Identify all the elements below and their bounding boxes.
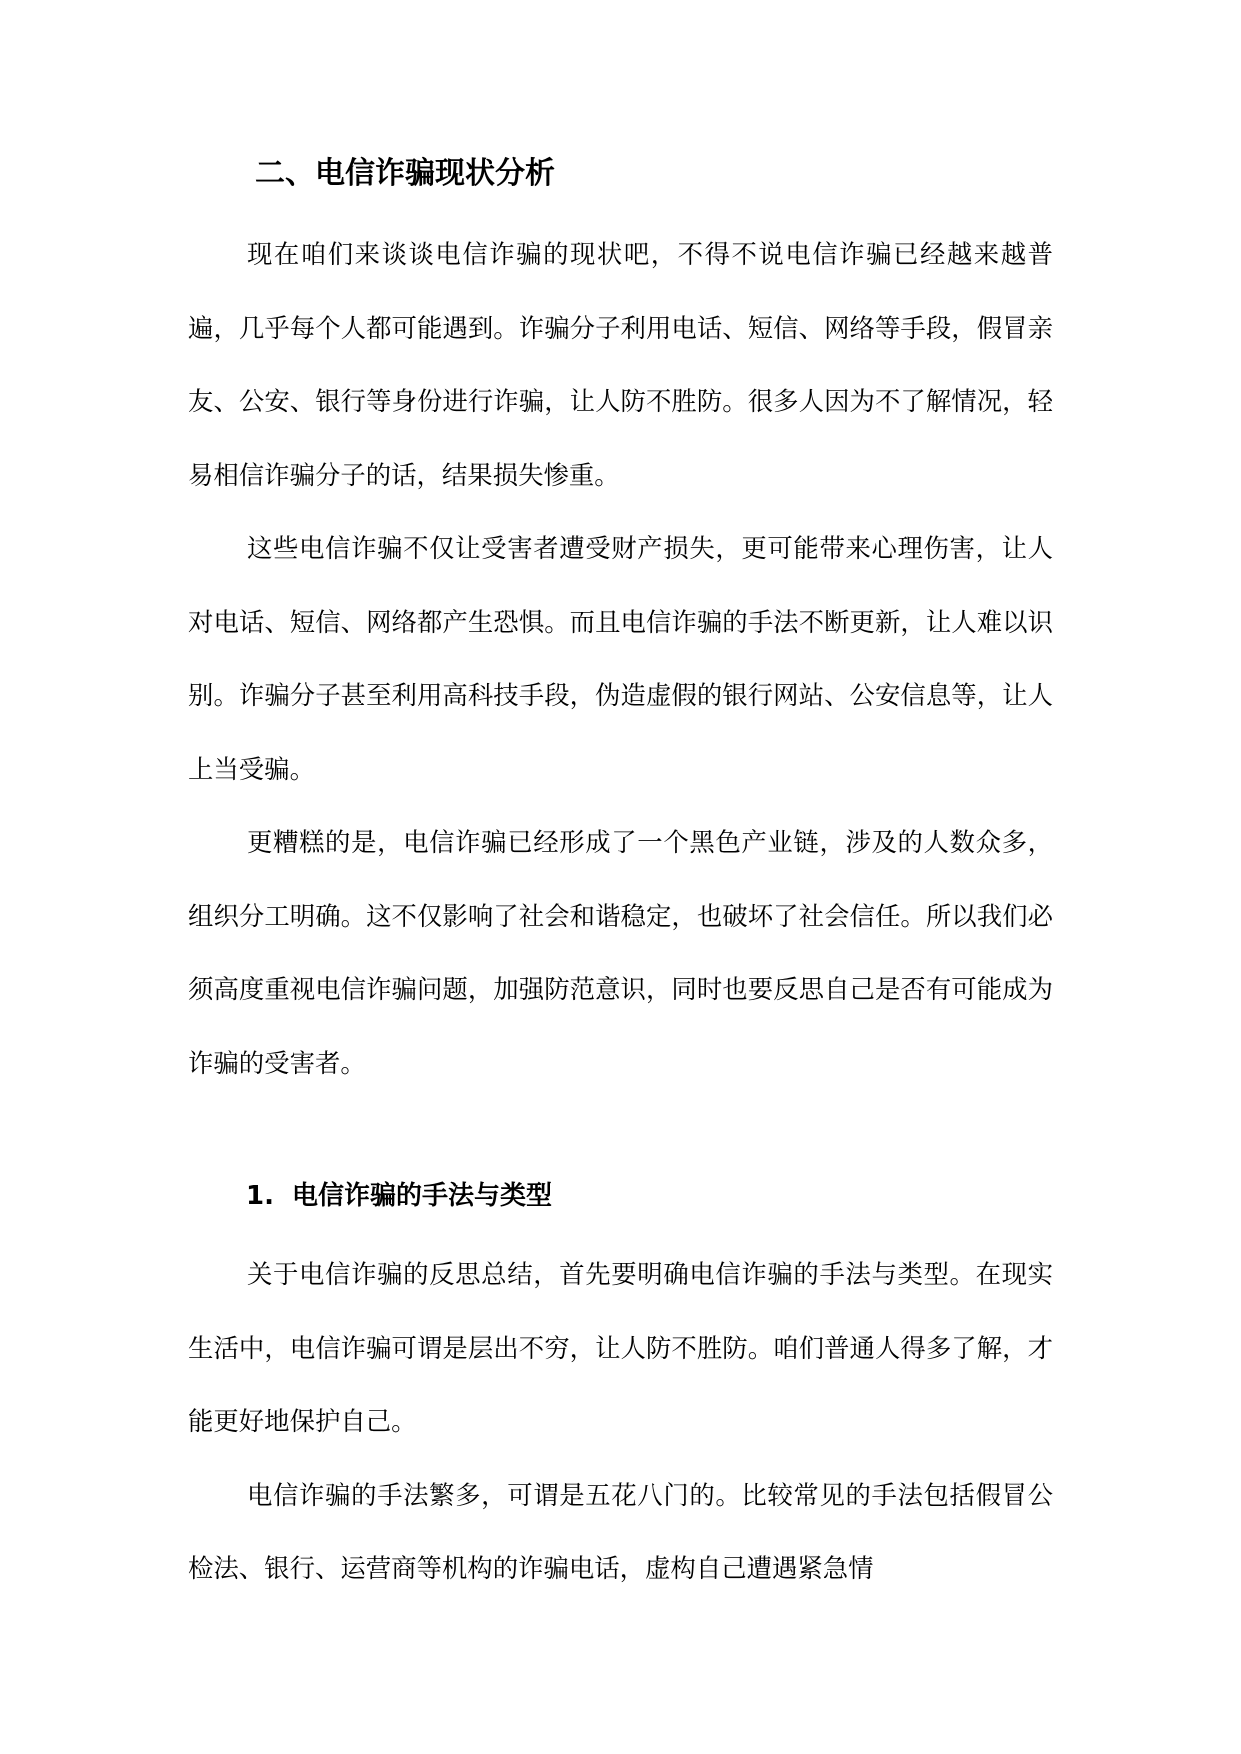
paragraph: 现在咱们来谈谈电信诈骗的现状吧，不得不说电信诈骗已经越来越普遍，几乎每个人都可能遇到。诈骗分子利用电话、短信、网络等手段，假冒亲友、公安、银行等身份进行诈骗，让人防不胜防。很多人因为不了解情况，轻易相信诈骗分子的话，结果损失惨重。 <box>188 239 1053 490</box>
paragraph: 关于电信诈骗的反思总结，首先要明确电信诈骗的手法与类型。在现实生活中，电信诈骗可谓是层出不穷，让人防不胜防。咱们普通人得多了解，才能更好地保护自己。 <box>188 1259 1053 1436</box>
paragraph: 电信诈骗的手法繁多，可谓是五花八门的。比较常见的手法包括假冒公检法、银行、运营商等机构的诈骗电话，虚构自己遭遇紧急情 <box>188 1479 1053 1583</box>
section-heading: 二、电信诈骗现状分析 <box>255 156 555 191</box>
subsection-number: 1. <box>246 1181 274 1211</box>
body-section-a <box>188 218 1053 1100</box>
paragraph: 这些电信诈骗不仅让受害者遭受财产损失，更可能带来心理伤害，让人对电话、短信、网络都产生恐惧。而且电信诈骗的手法不断更新，让人难以识别。诈骗分子甚至利用高科技手段，伪造虚假的银行网站、公安信息等，让人上当受骗。 <box>188 533 1053 784</box>
subsection-title: 电信诈骗的手法与类型 <box>292 1181 553 1211</box>
body-section-b <box>188 1238 1053 1606</box>
paragraph: 更糟糕的是，电信诈骗已经形成了一个黑色产业链，涉及的人数众多，组织分工明确。这不仅影响了社会和谐稳定，也破坏了社会信任。所以我们必须高度重视电信诈骗问题，加强防范意识，同时也要反思自己是否有可能成为诈骗的受害者。 <box>188 827 1053 1078</box>
subsection-heading <box>246 1174 552 1218</box>
